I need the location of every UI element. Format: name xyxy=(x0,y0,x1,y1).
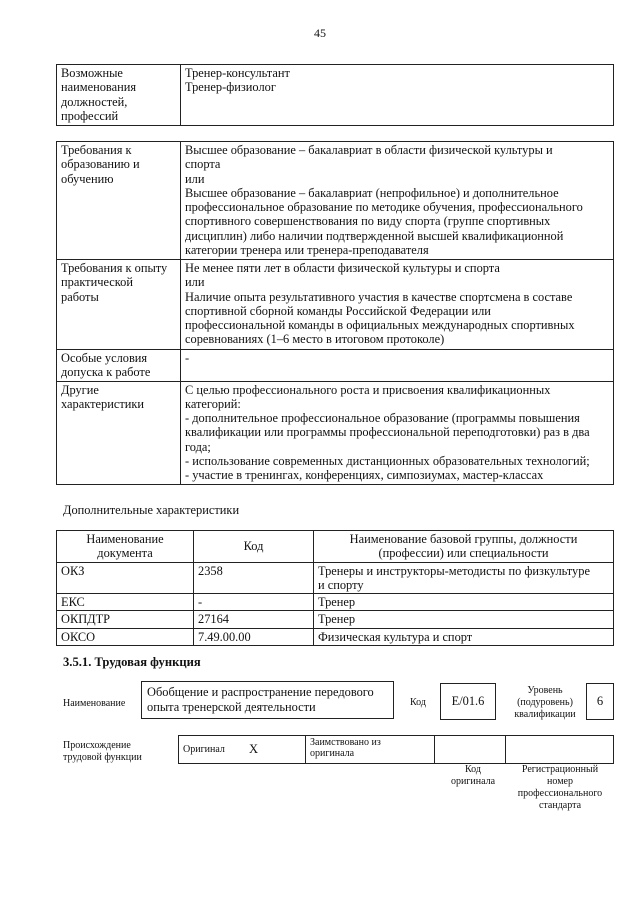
code-original-caption: Код оригинала xyxy=(450,764,496,787)
education-requirements-label: Требования к образованию и обучению xyxy=(57,142,181,260)
code-cell: 7.49.00.00 xyxy=(194,628,314,645)
table-row xyxy=(57,628,614,645)
doc-cell: ОКСО xyxy=(57,628,194,645)
borrowed-label-cell: Заимствовано из оригинала xyxy=(306,736,435,764)
table-row xyxy=(57,260,614,350)
other-characteristics-label: Другие характеристики xyxy=(57,381,181,484)
doc-cell: ЕКС xyxy=(57,594,194,611)
labor-function-heading: 3.5.1. Трудовая функция xyxy=(63,655,201,669)
doc-cell: ОКПДТР xyxy=(57,611,194,628)
table-row xyxy=(57,381,614,484)
group-name-cell: Физическая культура и спорт xyxy=(314,628,614,645)
origin-table xyxy=(178,735,614,764)
function-origin-label: Происхождение трудовой функции xyxy=(63,740,142,763)
additional-characteristics-heading: Дополнительные характеристики xyxy=(63,503,240,517)
experience-requirements-value: Не менее пяти лет в области физической культуры и спорта или Наличие опыта результативного участия в качестве спортсмена в составе спортивной сборной команды Российской Федерации или профессиональной команды в официальных международных спортивных соревнованиях (1–6 место в итоговом протоколе) xyxy=(181,260,614,350)
positions-values: Тренер-консультант Тренер-физиолог xyxy=(181,65,614,126)
table-row xyxy=(57,350,614,382)
qualification-level-label: Уровень (подуровень) квалификации xyxy=(514,685,576,720)
header-document: Наименование документа xyxy=(57,531,194,563)
doc-cell: ОКЗ xyxy=(57,562,194,594)
group-name-cell: Тренер xyxy=(314,594,614,611)
special-conditions-label: Особые условия допуска к работе xyxy=(57,350,181,382)
function-code-box: E/01.6 xyxy=(440,683,496,720)
table-row xyxy=(179,736,614,764)
positions-label: Возможные наименования должностей, профессий xyxy=(57,65,181,126)
function-code-label: Код xyxy=(410,697,426,708)
table-row xyxy=(57,562,614,594)
additional-characteristics-table xyxy=(56,530,614,646)
group-name-cell: Тренер xyxy=(314,611,614,628)
function-name-box: Обобщение и распространение передового опыта тренерской деятельности xyxy=(141,681,394,719)
original-label-cell: Оригинал xyxy=(179,736,246,764)
reg-number-cell xyxy=(506,736,614,764)
code-cell: 27164 xyxy=(194,611,314,628)
reg-number-caption: Регистрационный номер профессионального стандарта xyxy=(517,764,603,811)
function-name-label: Наименование xyxy=(63,698,126,709)
special-conditions-value: - xyxy=(181,350,614,382)
header-code: Код xyxy=(194,531,314,563)
table-row xyxy=(57,611,614,628)
table-header-row xyxy=(57,531,614,563)
group-name-cell: Тренеры и инструкторы-методисты по физкультуре и спорту xyxy=(314,562,614,594)
table-row xyxy=(57,594,614,611)
original-mark-cell: X xyxy=(245,736,306,764)
page-number: 45 xyxy=(314,26,326,40)
code-cell: - xyxy=(194,594,314,611)
requirements-table xyxy=(56,141,614,485)
header-group-name: Наименование базовой группы, должности (профессии) или специальности xyxy=(314,531,614,563)
qualification-level-box: 6 xyxy=(586,683,614,720)
positions-table xyxy=(56,64,614,126)
education-requirements-value: Высшее образование – бакалавриат в области физической культуры и спорта или Высшее образование – бакалавриат (непрофильное) и дополнительное профессиональное образование по методике обучения, профессионального спортивного совершенствования по виду спорта (группе спортивных дисциплин) либо наличии подтвержденной высшей квалификационной категории тренера или тренера-преподавателя xyxy=(181,142,614,260)
code-original-cell xyxy=(435,736,506,764)
experience-requirements-label: Требования к опыту практической работы xyxy=(57,260,181,350)
code-cell: 2358 xyxy=(194,562,314,594)
table-row xyxy=(57,65,614,126)
other-characteristics-value: С целью профессионального роста и присвоения квалификационных категорий: - дополнительное профессиональное образование (программы повышения квалификации или программы профессиональной переподготовки) раз в два года; - использование современных дистанционных образовательных технологий; - участие в тренингах, конференциях, симпозиумах, мастер-классах xyxy=(181,381,614,484)
table-row xyxy=(57,142,614,260)
